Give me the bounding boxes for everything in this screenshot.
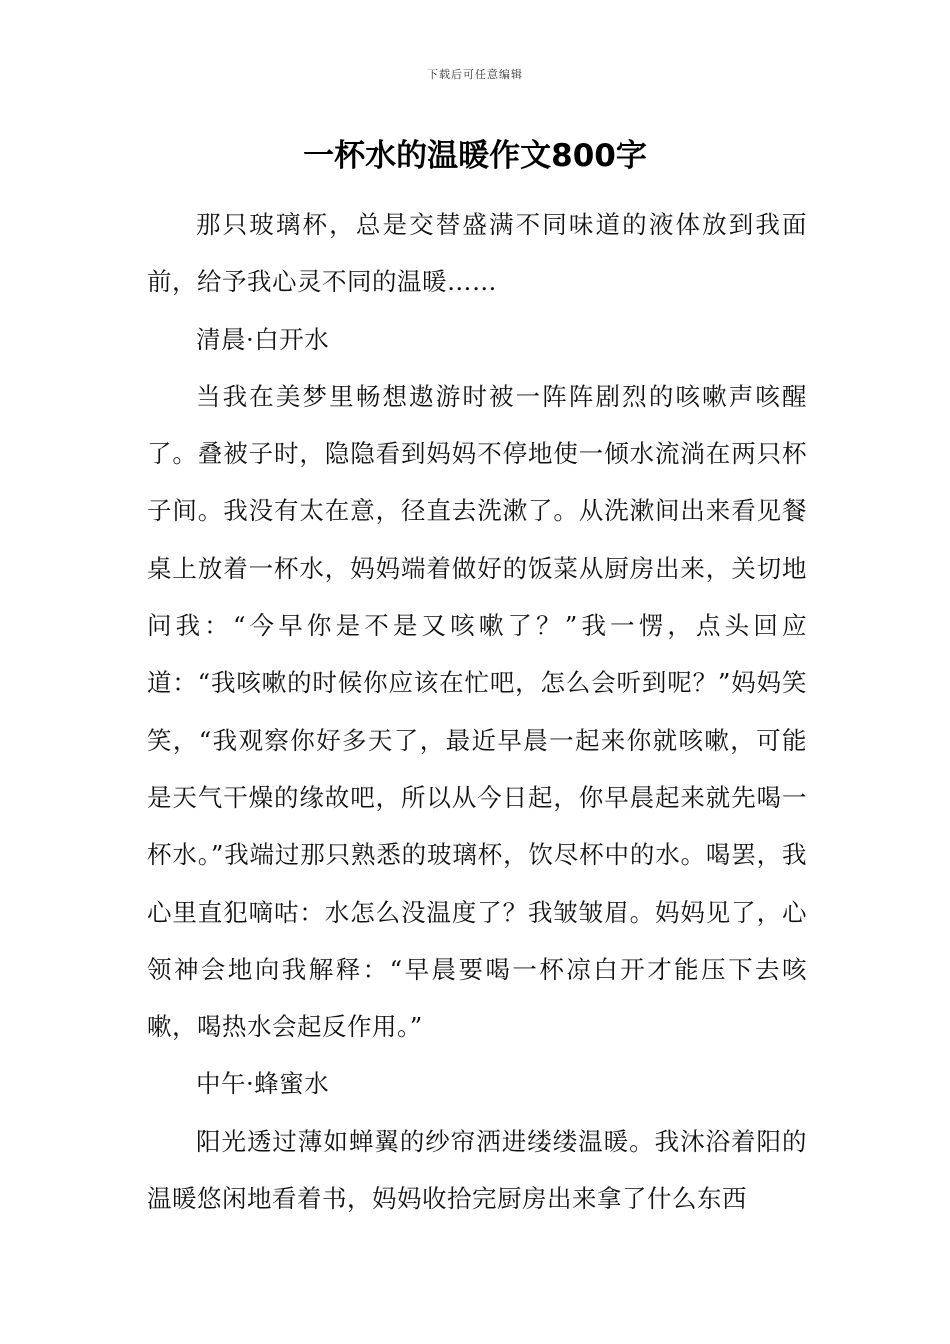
header-note: 下载后可任意编辑 [427, 68, 523, 81]
paragraph-noon: 阳光透过薄如蝉翼的纱帘洒进缕缕温暖。我沐浴着阳的温暖悠闲地看着书，妈妈收拾完厨房出来拿了什么东西 [147, 1126, 807, 1214]
document-title: 一杯水的温暖作文800字 [303, 138, 647, 174]
paragraph-morning: 当我在美梦里畅想遨游时被一阵阵剧烈的咳嗽声咳醒了。叠被子时，隐隐看到妈妈不停地使一倾水流淌在两只杯子间。我没有太在意，径直去洗漱了。从洗漱间出来看见餐桌上放着一杯水，妈妈端着做好的饭菜从厨房出来，关切地问我：“今早你是不是又咳嗽了？”我一愣，点头回应道：“我咳嗽的时候你应该在忙吧，怎么会听到呢？”妈妈笑笑，“我观察你好多天了，最近早晨一起来你就咳嗽，可能是天气干燥的缘故吧，所以从今日起，你早晨起来就先喝一杯水。”我端过那只熟悉的玻璃杯，饮尽杯中的水。喝罢，我心里直犯嘀咕：水怎么没温度了？我皱皱眉。妈妈见了，心领神会地向我解释：“早晨要喝一杯凉白开才能压下去咳嗽，喝热水会起反作用。” [147, 381, 807, 1042]
section-heading-morning: 清晨·白开水 [196, 324, 330, 354]
document-body [147, 196, 807, 1227]
section-heading-noon: 中午·蜂蜜水 [196, 1069, 330, 1099]
paragraph-intro: 那只玻璃杯，总是交替盛满不同味道的液体放到我面前，给予我心灵不同的温暖…… [147, 210, 807, 297]
